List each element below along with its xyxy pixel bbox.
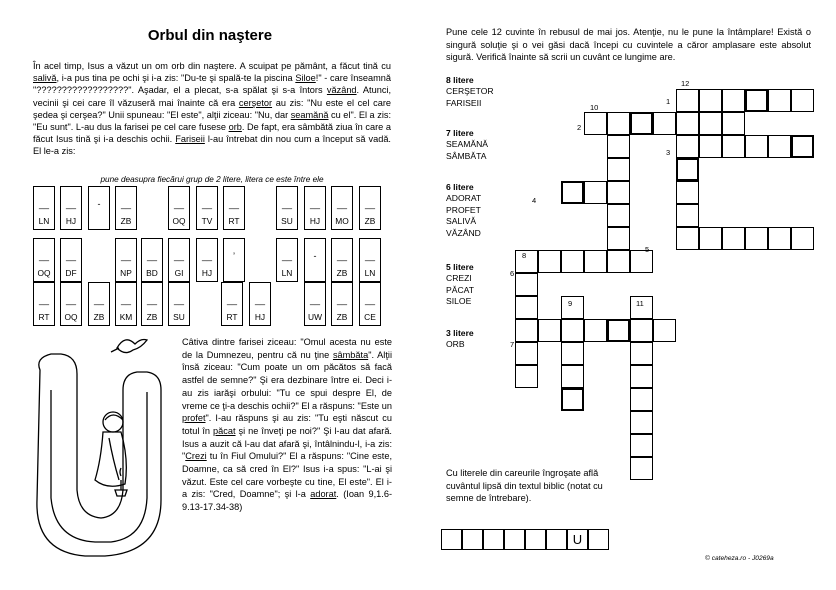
footer-note: Cu literele din careurile îngroşate află cuvântul lipsă din textul biblic (notat cu semne de întrebare).: [446, 468, 603, 504]
cipher-answer-slot: __: [38, 295, 49, 305]
cipher-letter-pair: RT: [38, 312, 50, 322]
cipher-answer-slot: __: [120, 295, 131, 305]
crossword-cell[interactable]: [699, 112, 722, 135]
cipher-box[interactable]: [304, 238, 326, 282]
crossword-cell-highlighted[interactable]: [791, 135, 814, 158]
word-item: CERŞETOR: [446, 86, 494, 97]
crossword-cell[interactable]: [676, 89, 699, 112]
crossword-cell[interactable]: [676, 227, 699, 250]
cipher-box[interactable]: [359, 282, 381, 326]
word-item: PĂCAT: [446, 284, 475, 295]
cipher-letter-pair: UW: [308, 312, 322, 322]
cipher-box[interactable]: [168, 186, 190, 230]
cipher-answer-slot: __: [120, 199, 131, 209]
cipher-answer-slot: __: [120, 251, 131, 261]
answer-box[interactable]: [588, 529, 609, 550]
answer-box[interactable]: [504, 529, 525, 550]
page-title: Orbul din naştere: [147, 27, 273, 44]
crossword-cell[interactable]: [676, 112, 699, 135]
answer-box[interactable]: [462, 529, 483, 550]
crossword-cell[interactable]: [561, 296, 584, 319]
answer-box[interactable]: [525, 529, 546, 550]
cipher-box[interactable]: [221, 282, 243, 326]
cipher-box[interactable]: [359, 186, 381, 230]
word-group-header: 6 litere: [446, 182, 474, 192]
word-item: SEAMĂNĂ: [446, 139, 489, 150]
crossword-cell[interactable]: [630, 365, 653, 388]
crossword-cell[interactable]: [653, 319, 676, 342]
cipher-answer-slot: __: [228, 199, 239, 209]
cipher-answer-slot: __: [173, 295, 184, 305]
crossword-cell[interactable]: [676, 135, 699, 158]
crossword-cell[interactable]: [607, 112, 630, 135]
cipher-letter-pair: ZB: [146, 312, 158, 322]
cipher-letter-pair: RT: [228, 216, 240, 226]
cipher-answer-slot: __: [201, 199, 212, 209]
crossword-cell[interactable]: [722, 135, 745, 158]
cipher-box[interactable]: [223, 186, 245, 230]
crossword-cell-highlighted[interactable]: [630, 112, 653, 135]
cipher-answer-slot: __: [254, 295, 265, 305]
cipher-box[interactable]: [60, 238, 82, 282]
cipher-box[interactable]: [304, 282, 326, 326]
cipher-letter-pair: NP: [120, 268, 132, 278]
cipher-answer-slot: __: [146, 251, 157, 261]
cipher-letter-pair: OQ: [172, 216, 186, 226]
cipher-answer-slot: __: [336, 251, 347, 261]
cipher-answer-slot: __: [309, 295, 320, 305]
crossword-cell[interactable]: [768, 135, 791, 158]
crossword-cell[interactable]: [676, 181, 699, 204]
clue-number: 4: [532, 196, 537, 205]
cipher-letter-pair: SU: [281, 216, 293, 226]
word-item: FARISEII: [446, 97, 482, 108]
clue-number: 8: [522, 251, 527, 260]
cipher-answer-slot: __: [65, 295, 76, 305]
clue-number: 9: [568, 299, 573, 308]
crossword-cell-highlighted[interactable]: [676, 158, 699, 181]
cipher-answer-slot: __: [65, 199, 76, 209]
crossword-cell-highlighted[interactable]: [745, 89, 768, 112]
crossword-cell[interactable]: [561, 250, 584, 273]
crossword-cell[interactable]: [538, 319, 561, 342]
cipher-answer-slot: __: [38, 251, 49, 261]
crossword-cell[interactable]: [745, 227, 768, 250]
word-group: [446, 75, 494, 109]
cipher-answer-slot: ’: [233, 251, 235, 261]
cipher-box[interactable]: [249, 282, 271, 326]
clue-number: 5: [645, 245, 650, 254]
cipher-box[interactable]: [304, 186, 326, 230]
crossword-cell[interactable]: [699, 89, 722, 112]
cipher-letter-pair: KM: [119, 312, 133, 322]
story-text-part1: În acel timp, Isus a văzut un om orb din naştere. A scuipat pe pământ, a făcut tină cu salivă, i-a pus tina pe ochi şi i-a zis: "Du-te şi spală-te la piscina Siloe!" - care înseamnă "??????????????????". Aşadar, el a plecat, s-a spălat şi s-a întors văzând. Atunci, vecinii şi cei care îl văzuseră mai înainte că era cerşetor au zis: "Nu este el cel care şedea şi cerşea?" Unii spuneau: "El este", alţii ziceau: "Nu, dar seamănă cu el". El a zis: "Eu sunt". L-au dus la farisei pe cel care fusese orb. De fapt, era sâmbătă ziua în care a făcut Isus tină şi i-a deschis ochii. Fariseii l-au întrebat din nou cum a început să vadă. El le-a zis:: [33, 61, 392, 157]
cipher-answer-slot: __: [364, 251, 375, 261]
cipher-box[interactable]: [276, 186, 298, 230]
word-item: SILOE: [446, 296, 472, 307]
word-item: CREZI: [446, 273, 472, 284]
cipher-box[interactable]: [88, 186, 110, 230]
crossword-cell[interactable]: [584, 112, 607, 135]
cipher-answer-slot: -: [97, 199, 101, 209]
cipher-box[interactable]: [33, 238, 55, 282]
cipher-answer-slot: __: [173, 251, 184, 261]
word-group: [446, 182, 481, 239]
cipher-box[interactable]: [141, 238, 163, 282]
word-group-header: 8 litere: [446, 75, 474, 85]
crossword-cell[interactable]: [584, 319, 607, 342]
crossword-cell[interactable]: [630, 342, 653, 365]
crossword-cell[interactable]: [630, 250, 653, 273]
crossword-cell[interactable]: [515, 273, 538, 296]
cipher-box[interactable]: [115, 238, 137, 282]
cipher-letter-pair: MO: [335, 216, 349, 226]
crossword-cell[interactable]: [607, 250, 630, 273]
cipher-answer-slot: __: [173, 199, 184, 209]
word-group-header: 7 litere: [446, 128, 474, 138]
cipher-answer-slot: __: [281, 251, 292, 261]
crossword-cell[interactable]: [630, 434, 653, 457]
cipher-answer-slot: __: [281, 199, 292, 209]
cipher-box[interactable]: [60, 282, 82, 326]
crossword-cell[interactable]: [515, 365, 538, 388]
cipher-box[interactable]: [331, 186, 353, 230]
cipher-box[interactable]: [331, 238, 353, 282]
crossword-cell-highlighted[interactable]: [561, 181, 584, 204]
crossword-cell[interactable]: [515, 296, 538, 319]
cipher-box[interactable]: [33, 282, 55, 326]
cipher-answer-slot: __: [65, 251, 76, 261]
cipher-letter-pair: SU: [173, 312, 185, 322]
cipher-answer-slot: __: [226, 295, 237, 305]
crossword-cell[interactable]: [607, 204, 630, 227]
cipher-box[interactable]: [359, 238, 381, 282]
crossword-cell[interactable]: [561, 342, 584, 365]
crossword-cell[interactable]: [699, 135, 722, 158]
crossword-cell[interactable]: [515, 342, 538, 365]
crossword-cell[interactable]: [630, 319, 653, 342]
copyright: © cateheza.ro - J0269a: [705, 555, 774, 562]
cipher-box[interactable]: [331, 282, 353, 326]
crossword-cell[interactable]: [630, 388, 653, 411]
cipher-box[interactable]: [276, 238, 298, 282]
crossword-cell[interactable]: [653, 112, 676, 135]
crossword-cell[interactable]: [607, 158, 630, 181]
cipher-letter-pair: ZB: [336, 268, 348, 278]
cipher-box[interactable]: [60, 186, 82, 230]
cipher-box[interactable]: [196, 186, 218, 230]
cipher-letter-pair: HJ: [201, 268, 213, 278]
crossword-cell[interactable]: [791, 227, 814, 250]
story-text-part2: Câtiva dintre farisei ziceau: "Omul acesta nu este de la Dumnezeu, pentru că nu ţine sâmbăta". Alţii însă ziceau: "Cum poate un om păcătos să facă astfel de semne?" Şi era dezbinare între ei. Deci i-au zis iarăşi orbului: "Tu ce spui despre El, de vreme ce ţi-a deschis ochii?" El a răspuns: "Este un profet". I-au răspuns şi au zis: "Tu eşti născut cu totul în păcat şi ne înveţi pe noi?" Şi l-au dat afară. Isus a auzit că l-au dat afară şi, întâlnindu-l, i-a zis: "Crezi tu în Fiul Omului?" El a răspuns: "Cine este, Doamne, ca să cred în El?" Isus i-a spus: "L-ai şi văzut. Este cel care vorbeşte cu tine, El este". El i-a zis: "Cred, Doamne"; şi l-a adorat. (Ioan 9,1.6-9.13-17.34-38): [182, 337, 393, 513]
cipher-box[interactable]: [33, 186, 55, 230]
crossword-cell[interactable]: [722, 112, 745, 135]
crossword-cell[interactable]: [607, 135, 630, 158]
cipher-letter-pair: ZB: [120, 216, 132, 226]
answer-box[interactable]: U: [567, 529, 588, 550]
crossword-cell[interactable]: [676, 204, 699, 227]
clue-number: 7: [510, 340, 515, 349]
cipher-answer-slot: __: [336, 295, 347, 305]
word-item: SÂMBĂTA: [446, 150, 487, 161]
cipher-letter-pair: LN: [281, 268, 293, 278]
cipher-answer-slot: __: [38, 199, 49, 209]
crossword-cell[interactable]: [538, 250, 561, 273]
cipher-box[interactable]: [88, 282, 110, 326]
word-item: SALIVĂ: [446, 216, 477, 227]
cipher-box[interactable]: [115, 282, 137, 326]
cipher-answer-slot: __: [201, 251, 212, 261]
cipher-answer-slot: __: [336, 199, 347, 209]
crossword-cell-highlighted[interactable]: [607, 319, 630, 342]
cipher-letter-pair: LN: [364, 268, 376, 278]
cipher-answer-slot: -: [313, 251, 317, 261]
cipher-letter-pair: GI: [174, 268, 184, 278]
crossword-cell[interactable]: [607, 227, 630, 250]
cipher-letter-pair: HJ: [254, 312, 266, 322]
clue-number: 2: [577, 123, 582, 132]
crossword-cell[interactable]: [561, 365, 584, 388]
cipher-box[interactable]: [168, 282, 190, 326]
crossword-cell[interactable]: [584, 250, 607, 273]
clue-number: 3: [666, 148, 671, 157]
crossword-cell[interactable]: [791, 89, 814, 112]
crossword-cell-highlighted[interactable]: [561, 388, 584, 411]
cipher-letter-pair: RT: [226, 312, 238, 322]
crossword-cell[interactable]: [630, 411, 653, 434]
crossword-cell[interactable]: [745, 135, 768, 158]
answer-box[interactable]: [441, 529, 462, 550]
cipher-box[interactable]: [168, 238, 190, 282]
cipher-letter-pair: CE: [364, 312, 376, 322]
cipher-box[interactable]: [223, 238, 245, 282]
clue-number: 6: [510, 269, 515, 278]
crossword-cell[interactable]: [768, 89, 791, 112]
crossword-cell[interactable]: [561, 319, 584, 342]
blind-man-illustration: [15, 330, 175, 562]
word-group: [446, 128, 488, 162]
cipher-letter-pair: HJ: [65, 216, 77, 226]
cipher-letter-pair: ZB: [336, 312, 348, 322]
cipher-caption: pune deasupra fiecărui grup de 2 litere, litera ce este între ele: [100, 175, 324, 184]
crossword-cell[interactable]: [515, 319, 538, 342]
cipher-letter-pair: LN: [38, 216, 50, 226]
crossword-cell[interactable]: [722, 227, 745, 250]
instructions: Pune cele 12 cuvinte în rebusul de mai jos. Atenţie, nu le pune la întâmplare! Există o singură soluţie şi o vei găsi dacă începi cu cuvintele a căror amplasare este absolut sigură. Verifică înainte să scrii un cuvânt ce lungime are.: [446, 27, 811, 63]
crossword-cell[interactable]: [699, 227, 722, 250]
word-item: ORB: [446, 339, 465, 350]
answer-box[interactable]: [546, 529, 567, 550]
cipher-answer-slot: __: [309, 199, 320, 209]
crossword-cell[interactable]: [722, 89, 745, 112]
clue-number: 10: [590, 103, 599, 112]
word-group: [446, 262, 474, 308]
cipher-answer-slot: __: [93, 295, 104, 305]
cipher-box[interactable]: [115, 186, 137, 230]
crossword-cell[interactable]: [607, 181, 630, 204]
clue-number: 11: [636, 299, 644, 308]
cipher-letter-pair: DF: [65, 268, 77, 278]
cipher-letter-pair: BD: [146, 268, 158, 278]
cipher-letter-pair: OQ: [64, 312, 78, 322]
cipher-letter-pair: TV: [201, 216, 213, 226]
clue-number: 12: [681, 79, 690, 88]
word-group-header: 5 litere: [446, 262, 474, 272]
cipher-answer-slot: __: [364, 199, 375, 209]
cipher-letter-pair: OQ: [37, 268, 51, 278]
crossword-cell[interactable]: [515, 250, 538, 273]
clue-number: 1: [666, 97, 671, 106]
word-item: ADORAT: [446, 193, 482, 204]
word-item: VĂZÂND: [446, 227, 481, 238]
cipher-box[interactable]: [141, 282, 163, 326]
cipher-letter-pair: HJ: [309, 216, 321, 226]
word-group: [446, 328, 474, 351]
cipher-box[interactable]: [196, 238, 218, 282]
cipher-answer-slot: __: [364, 295, 375, 305]
crossword-cell[interactable]: [768, 227, 791, 250]
word-item: PROFET: [446, 204, 481, 215]
word-group-header: 3 litere: [446, 328, 474, 338]
crossword-cell[interactable]: [584, 181, 607, 204]
crossword-cell[interactable]: [630, 457, 653, 480]
cipher-letter-pair: ZB: [93, 312, 105, 322]
cipher-letter-pair: ZB: [364, 216, 376, 226]
cipher-answer-slot: __: [146, 295, 157, 305]
answer-box[interactable]: [483, 529, 504, 550]
